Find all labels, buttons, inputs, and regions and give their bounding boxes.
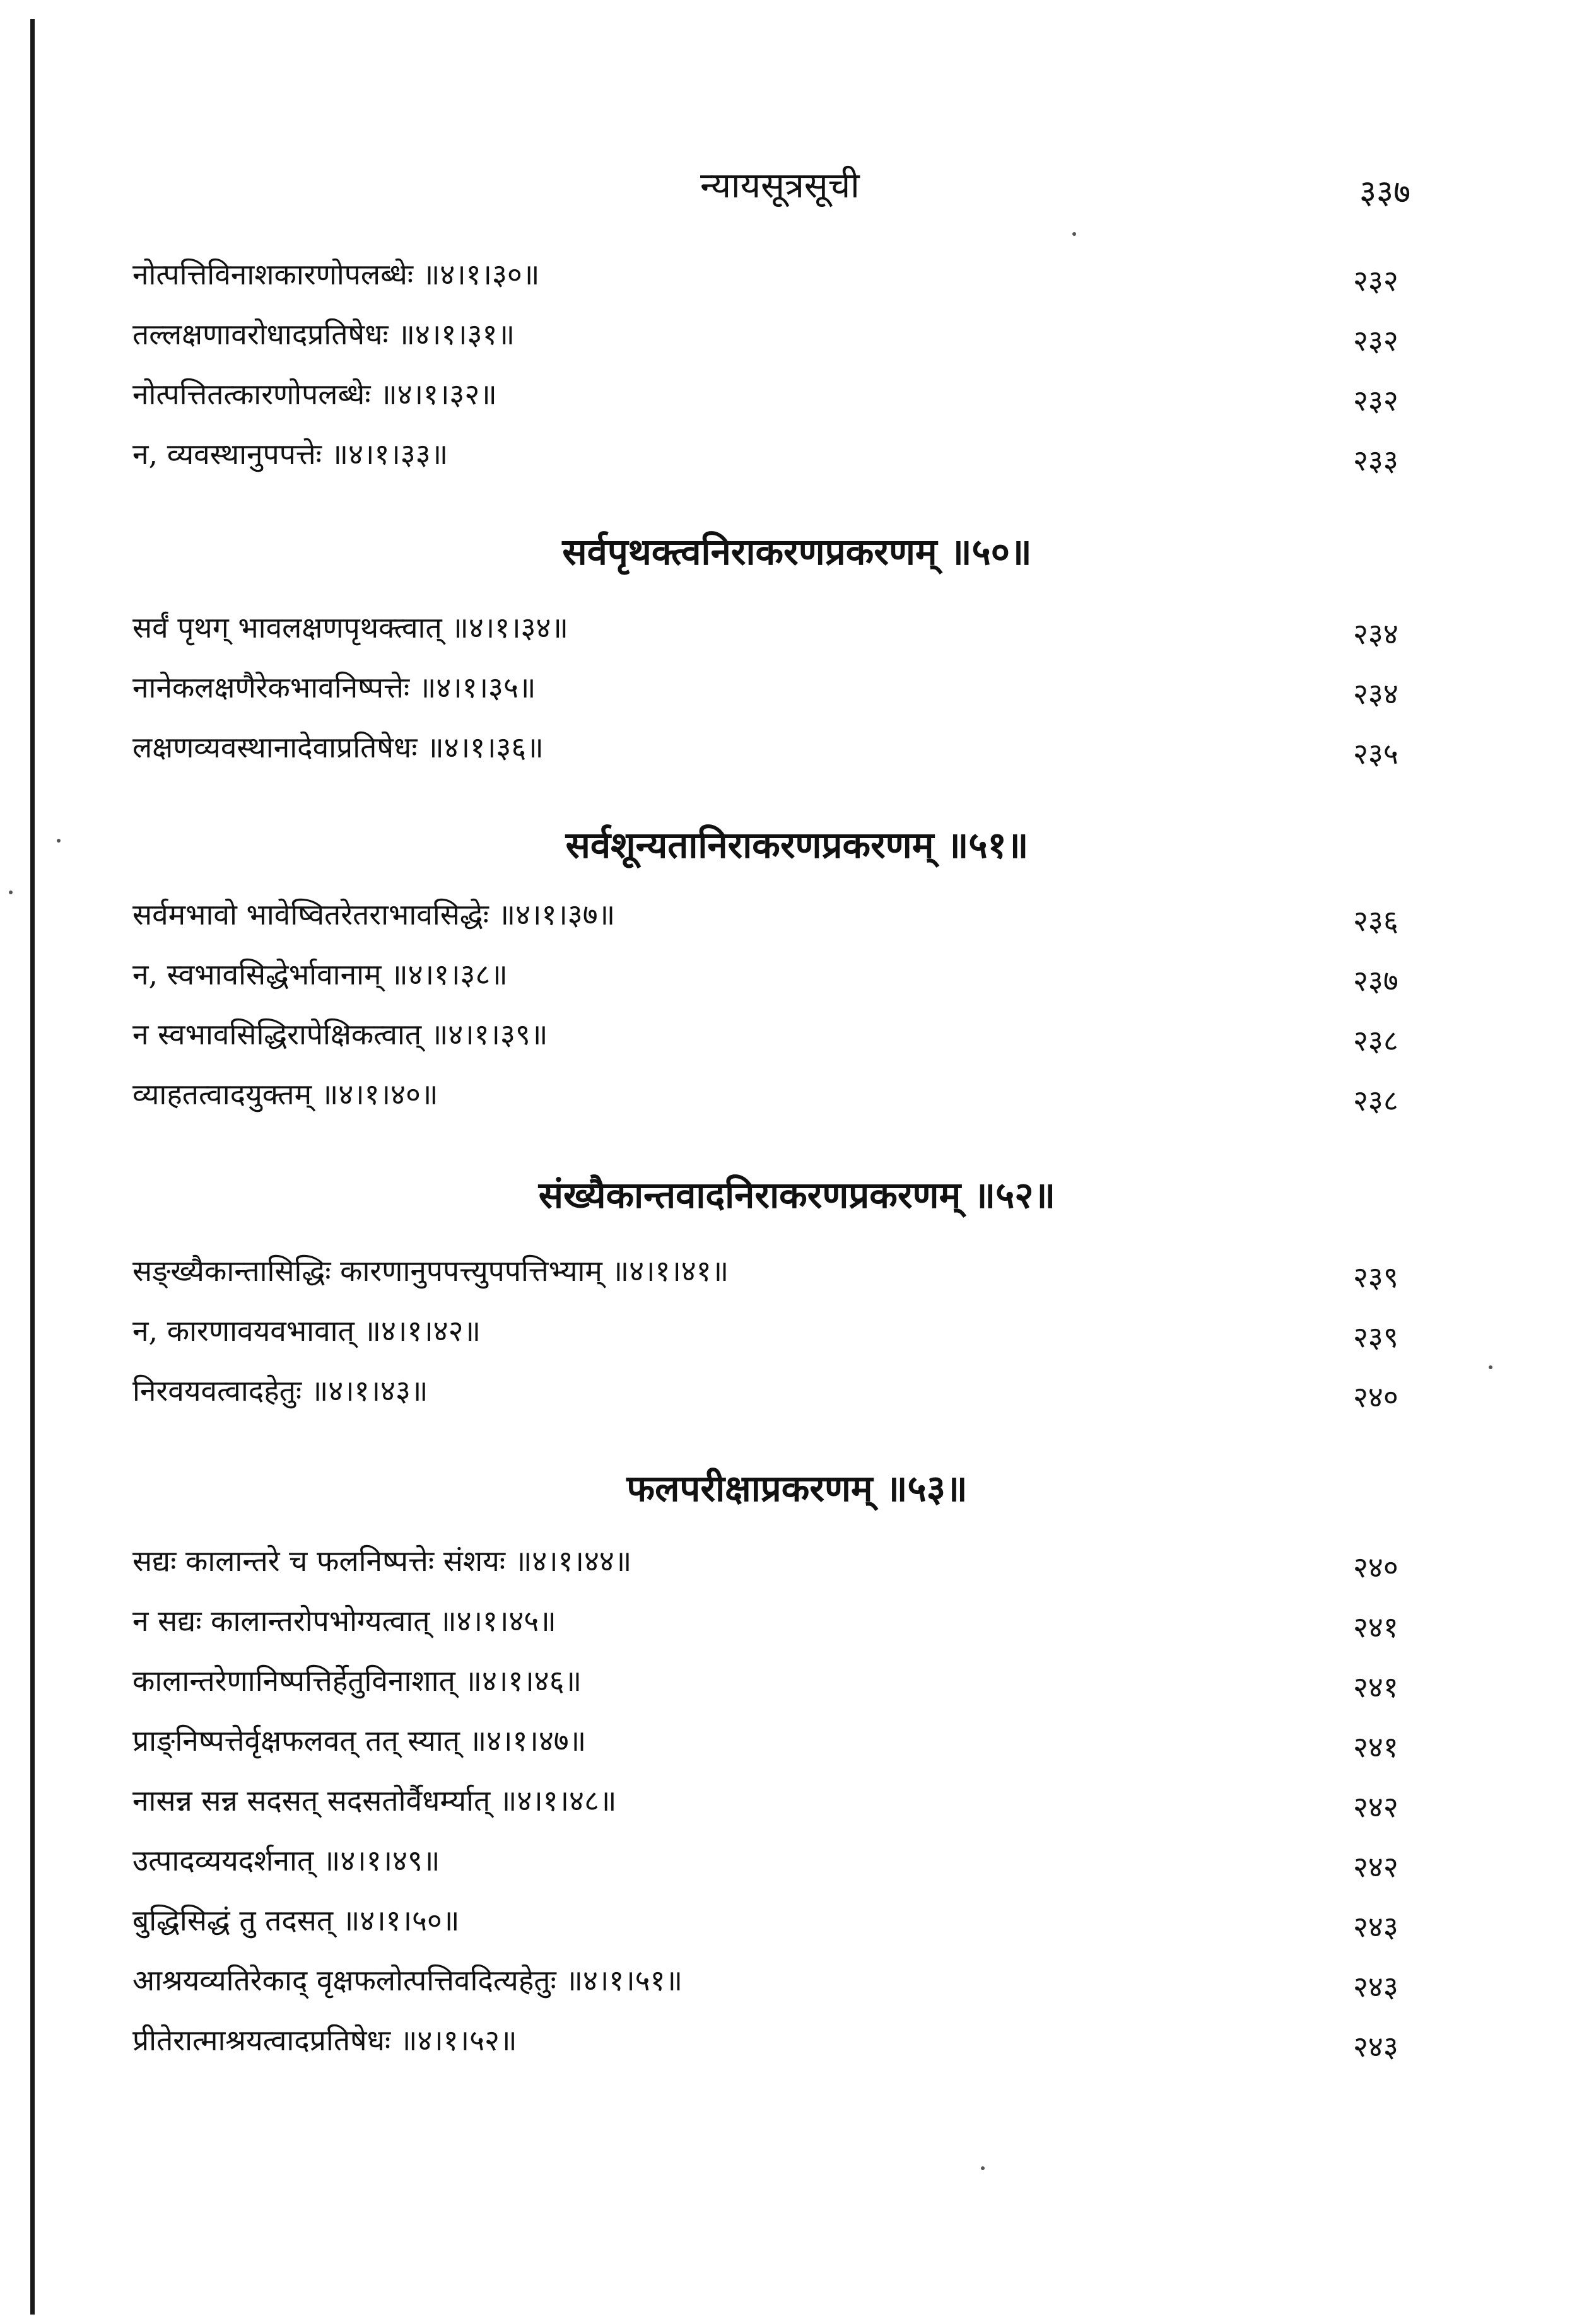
sutra-text: न, स्वभावसिद्धेर्भावानाम् ॥४।१।३८॥ — [132, 957, 508, 991]
sutra-text: तल्लक्षणावरोधादप्रतिषेधः ॥४।१।३१॥ — [132, 317, 515, 351]
list-item — [0, 1895, 1594, 1955]
sutra-text: बुद्धिसिद्धं तु तदसत् ॥४।१।५०॥ — [132, 1903, 460, 1937]
scan-speck — [57, 839, 61, 843]
sutra-page-ref: २४० — [1353, 1380, 1398, 1414]
list-item — [0, 662, 1594, 722]
sutra-text: आश्रयव्यतिरेकाद् वृक्षफलोत्पत्तिवदित्यहेतुः ॥४।१।५१॥ — [132, 1963, 683, 1997]
sutra-page-ref: २४० — [1353, 1550, 1398, 1584]
page-number: ३३७ — [1359, 173, 1411, 211]
list-item — [0, 1655, 1594, 1715]
list-item — [0, 1536, 1594, 1596]
sutra-text: न, कारणावयवभावात् ॥४।१।४२॥ — [132, 1314, 481, 1348]
sutra-page-ref: २३५ — [1353, 737, 1398, 771]
list-item — [0, 1365, 1594, 1425]
list-item — [0, 1775, 1594, 1835]
section-heading: फलपरीक्षाप्रकरणम् ॥५३॥ — [626, 1467, 968, 1510]
list-item — [0, 1715, 1594, 1775]
sutra-text: सङ्ख्यैकान्तासिद्धिः कारणानुपपत्त्युपपत्तिभ्याम् ॥४।१।४१॥ — [132, 1254, 729, 1288]
scan-speck — [9, 890, 13, 894]
running-title: न्यायसूत्रसूची — [700, 165, 860, 206]
sutra-page-ref: २३२ — [1353, 324, 1398, 358]
sutra-text: नोत्पत्तिविनाशकारणोपलब्धेः ॥४।१।३०॥ — [132, 257, 540, 291]
list-item — [0, 1069, 1594, 1129]
sutra-text: कालान्तरेणानिष्पत्तिर्हेतुविनाशात् ॥४।१।४६॥ — [132, 1664, 582, 1698]
sutra-text: उत्पादव्ययदर्शनात् ॥४।१।४९॥ — [132, 1843, 440, 1877]
sutra-page-ref: २३४ — [1353, 617, 1398, 651]
sutra-page-ref: २३३ — [1353, 443, 1398, 477]
list-item — [0, 1955, 1594, 2015]
list-item — [0, 1009, 1594, 1069]
sutra-page-ref: २३९ — [1353, 1320, 1398, 1354]
sutra-text: व्याहतत्वादयुक्तम् ॥४।१।४०॥ — [132, 1077, 438, 1111]
list-item — [0, 602, 1594, 662]
sutra-text: न सद्यः कालान्तरोपभोग्यत्वात् ॥४।१।४५॥ — [132, 1604, 556, 1638]
list-item — [0, 249, 1594, 309]
list-item — [0, 309, 1594, 369]
sutra-page-ref: २४३ — [1353, 1970, 1398, 2004]
sutra-text: निरवयवत्वादहेतुः ॥४।१।४३॥ — [132, 1374, 428, 1408]
sutra-page-ref: २३२ — [1353, 383, 1398, 418]
sutra-text: सर्वं पृथग् भावलक्षणपृथक्त्वात् ॥४।१।३४॥ — [132, 610, 568, 645]
sutra-text: सद्यः कालान्तरे च फलनिष्पत्तेः संशयः ॥४।१।४४॥ — [132, 1544, 632, 1578]
section-heading: सर्वशून्यतानिराकरणप्रकरणम् ॥५१॥ — [565, 824, 1029, 867]
list-item — [0, 1835, 1594, 1895]
sutra-page-ref: २४३ — [1353, 1910, 1398, 1944]
sutra-page-ref: २३२ — [1353, 264, 1398, 298]
sutra-text: न, व्यवस्थानुपपत्तेः ॥४।१।३३॥ — [132, 437, 448, 471]
sutra-text: प्रीतेरात्माश्रयत्वादप्रतिषेधः ॥४।१।५२॥ — [132, 2023, 517, 2057]
sutra-text: नासन्न सन्न सदसत् सदसतोर्वैधर्म्यात् ॥४।१।४८॥ — [132, 1784, 617, 1818]
sutra-page-ref: २४१ — [1353, 1670, 1398, 1704]
sutra-page-ref: २४१ — [1353, 1730, 1398, 1764]
sutra-page-ref: २३८ — [1353, 1083, 1398, 1118]
sutra-text: सर्वमभावो भावेष्वितरेतराभावसिद्धेः ॥४।१।३७॥ — [132, 897, 616, 931]
sutra-page-ref: २४१ — [1353, 1610, 1398, 1644]
sutra-page-ref: २३९ — [1353, 1260, 1398, 1294]
sutra-page-ref: २३४ — [1353, 677, 1398, 711]
sutra-page-ref: २४२ — [1353, 1850, 1398, 1884]
list-item — [0, 889, 1594, 949]
list-item — [0, 949, 1594, 1009]
scan-speck — [1072, 232, 1076, 236]
section-heading: सर्वपृथक्त्वनिराकरणप्रकरणम् ॥५०॥ — [562, 530, 1032, 573]
list-item — [0, 369, 1594, 429]
scan-speck — [1489, 1365, 1492, 1369]
sutra-text: लक्षणव्यवस्थानादेवाप्रतिषेधः ॥४।१।३६॥ — [132, 730, 544, 764]
sutra-text: न स्वभावसिद्धिरापेक्षिकत्वात् ॥४।१।३९॥ — [132, 1017, 548, 1051]
sutra-text: नोत्पत्तितत्कारणोपलब्धेः ॥४।१।३२॥ — [132, 377, 497, 411]
sutra-page-ref: २३८ — [1353, 1024, 1398, 1058]
list-item — [0, 429, 1594, 489]
sutra-page-ref: २३६ — [1353, 904, 1398, 938]
sutra-page-ref: २३७ — [1353, 964, 1398, 998]
sutra-page-ref: २४२ — [1353, 1790, 1398, 1824]
section-heading: संख्यैकान्तवादनिराकरणप्रकरणम् ॥५२॥ — [538, 1174, 1056, 1217]
list-item — [0, 1305, 1594, 1365]
page-header — [0, 161, 1594, 218]
list-item — [0, 1246, 1594, 1305]
list-item — [0, 2015, 1594, 2075]
list-item — [0, 722, 1594, 782]
list-item — [0, 1596, 1594, 1655]
sutra-text: प्राङ्निष्पत्तेर्वृक्षफलवत् तत् स्यात् ॥४।१।४७॥ — [132, 1724, 587, 1758]
scan-speck — [981, 2166, 985, 2170]
sutra-text: नानेकलक्षणैरेकभावनिष्पत्तेः ॥४।१।३५॥ — [132, 670, 536, 704]
sutra-page-ref: २४३ — [1353, 2029, 1398, 2064]
